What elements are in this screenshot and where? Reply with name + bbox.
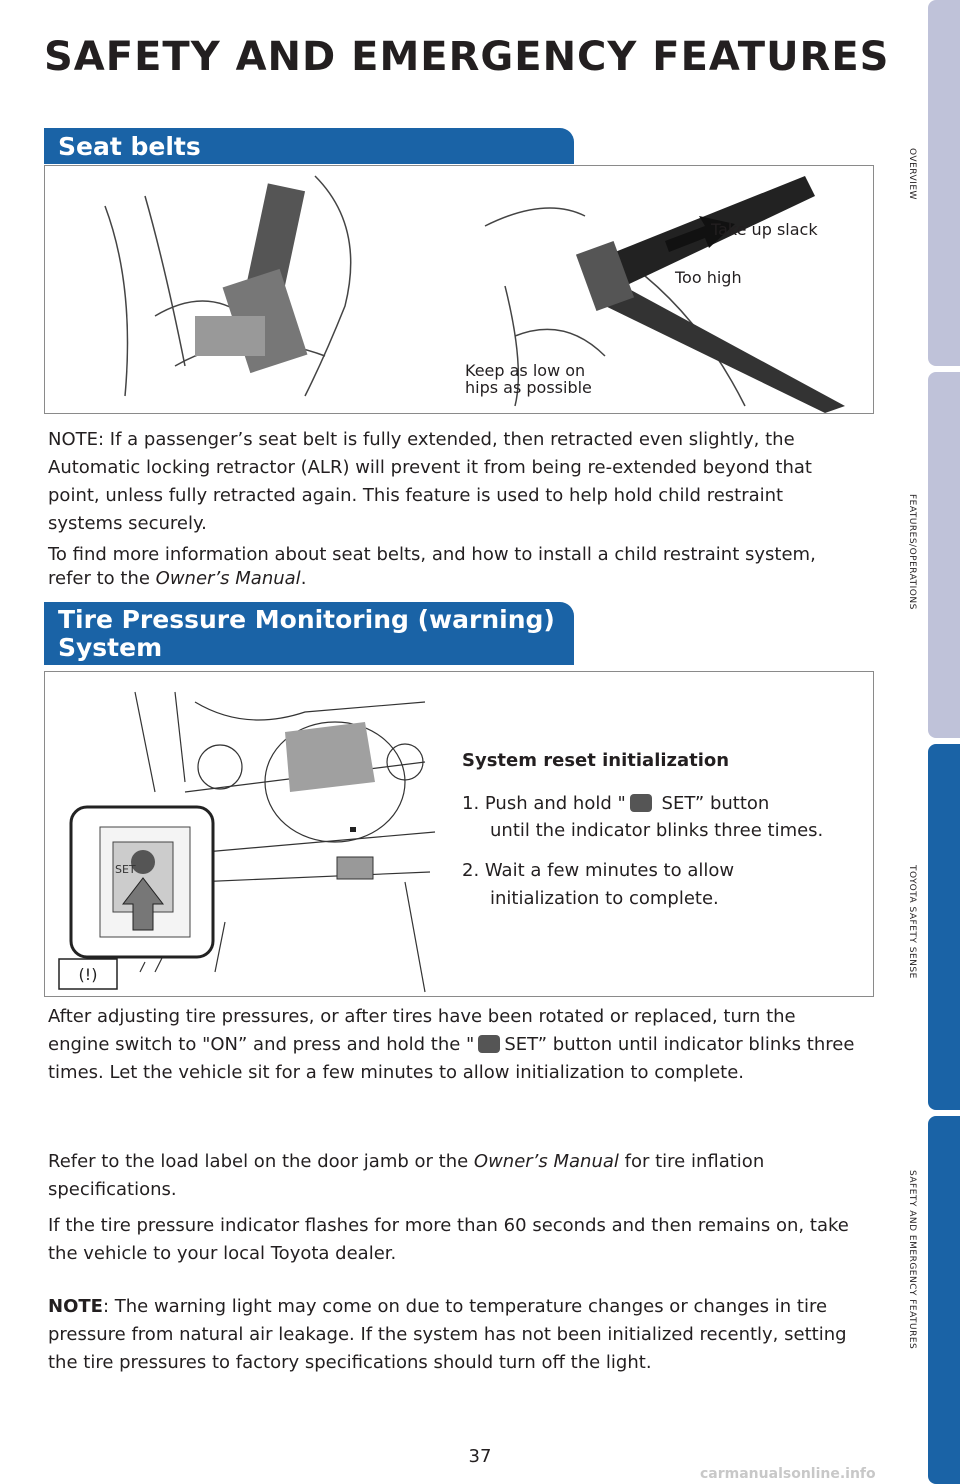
reset-title: System reset initialization <box>462 750 730 771</box>
owners-manual-ref: Owner’s Manual <box>473 1151 619 1172</box>
seatbelt-drawing <box>45 166 873 413</box>
tpms-note: NOTE: The warning light may come on due to temperature changes or changes in tire pressure from natural air leakage. If the system has not been initialized recently, setting the tire pressures to factory specifications should turn off the light. <box>48 1296 847 1373</box>
watermark: carmanualsonline.info <box>700 1466 876 1482</box>
side-tab-overview[interactable] <box>928 0 960 366</box>
step-1-cont: until the indicator blinks three times. <box>490 820 824 841</box>
section-heading-tpms: Tire Pressure Monitoring (warning) System <box>44 602 574 665</box>
seatbelt-illustration <box>44 165 874 414</box>
step-2: 2. Wait a few minutes to allow <box>462 860 735 881</box>
side-label-safety-sense: TOYOTA SAFETY SENSE <box>907 865 917 979</box>
label-keep-low-line2: hips as possible <box>465 378 592 397</box>
tpms-set-icon <box>478 1035 500 1053</box>
section-heading-seat-belts: Seat belts <box>44 128 574 164</box>
tpms-para-1: After adjusting tire pressures, or after tires have been rotated or replaced, turn the engine switch to "ON” and press and hold the " SET” button until indicator blinks three times. Let the vehicle sit for a few minutes to allow initialization to complete. <box>48 1006 855 1083</box>
seatbelt-note: NOTE: If a passenger’s seat belt is fully extended, then retracted even slightly, the Automatic locking retractor (ALR) will prevent it from being re-extended beyond that point, unless fully retracted again. This feature is used to help hold child restraint systems securely. <box>48 429 812 534</box>
side-label-features: FEATURES/OPERATIONS <box>907 494 917 610</box>
step-2-cont: initialization to complete. <box>490 888 719 909</box>
tpms-illustration <box>44 671 874 997</box>
tpms-para-3: If the tire pressure indicator flashes for more than 60 seconds and then remains on, take the vehicle to your local Toyota dealer. <box>48 1215 849 1264</box>
page-number: 37 <box>468 1446 492 1467</box>
side-tab-features[interactable] <box>928 372 960 738</box>
tpms-warning-icon: (!) <box>78 965 98 984</box>
page-title: SAFETY AND EMERGENCY FEATURES <box>44 34 890 80</box>
step-1: 1. Push and hold " SET” button <box>462 793 770 814</box>
tpms-para-2: Refer to the load label on the door jamb or the Owner’s Manual for tire inflation specifications. <box>48 1151 765 1200</box>
owners-manual-ref: Owner’s Manual <box>155 568 301 589</box>
seatbelt-info: To find more information about seat belts, and how to install a child restraint system, refer to the Owner’s Manual. <box>48 544 816 589</box>
side-tab-safety-emergency[interactable] <box>928 1116 960 1484</box>
label-keep-low-line1: Keep as low on <box>465 361 586 380</box>
side-label-overview: OVERVIEW <box>907 148 917 200</box>
tpms-set-icon <box>630 794 652 812</box>
side-tab-safety-sense[interactable] <box>928 744 960 1110</box>
side-label-safety-emergency: SAFETY AND EMERGENCY FEATURES <box>907 1170 917 1350</box>
callout-set-label: SET <box>115 863 136 876</box>
label-too-high: Too high <box>675 268 742 287</box>
label-take-up-slack: Take up slack <box>711 220 818 239</box>
